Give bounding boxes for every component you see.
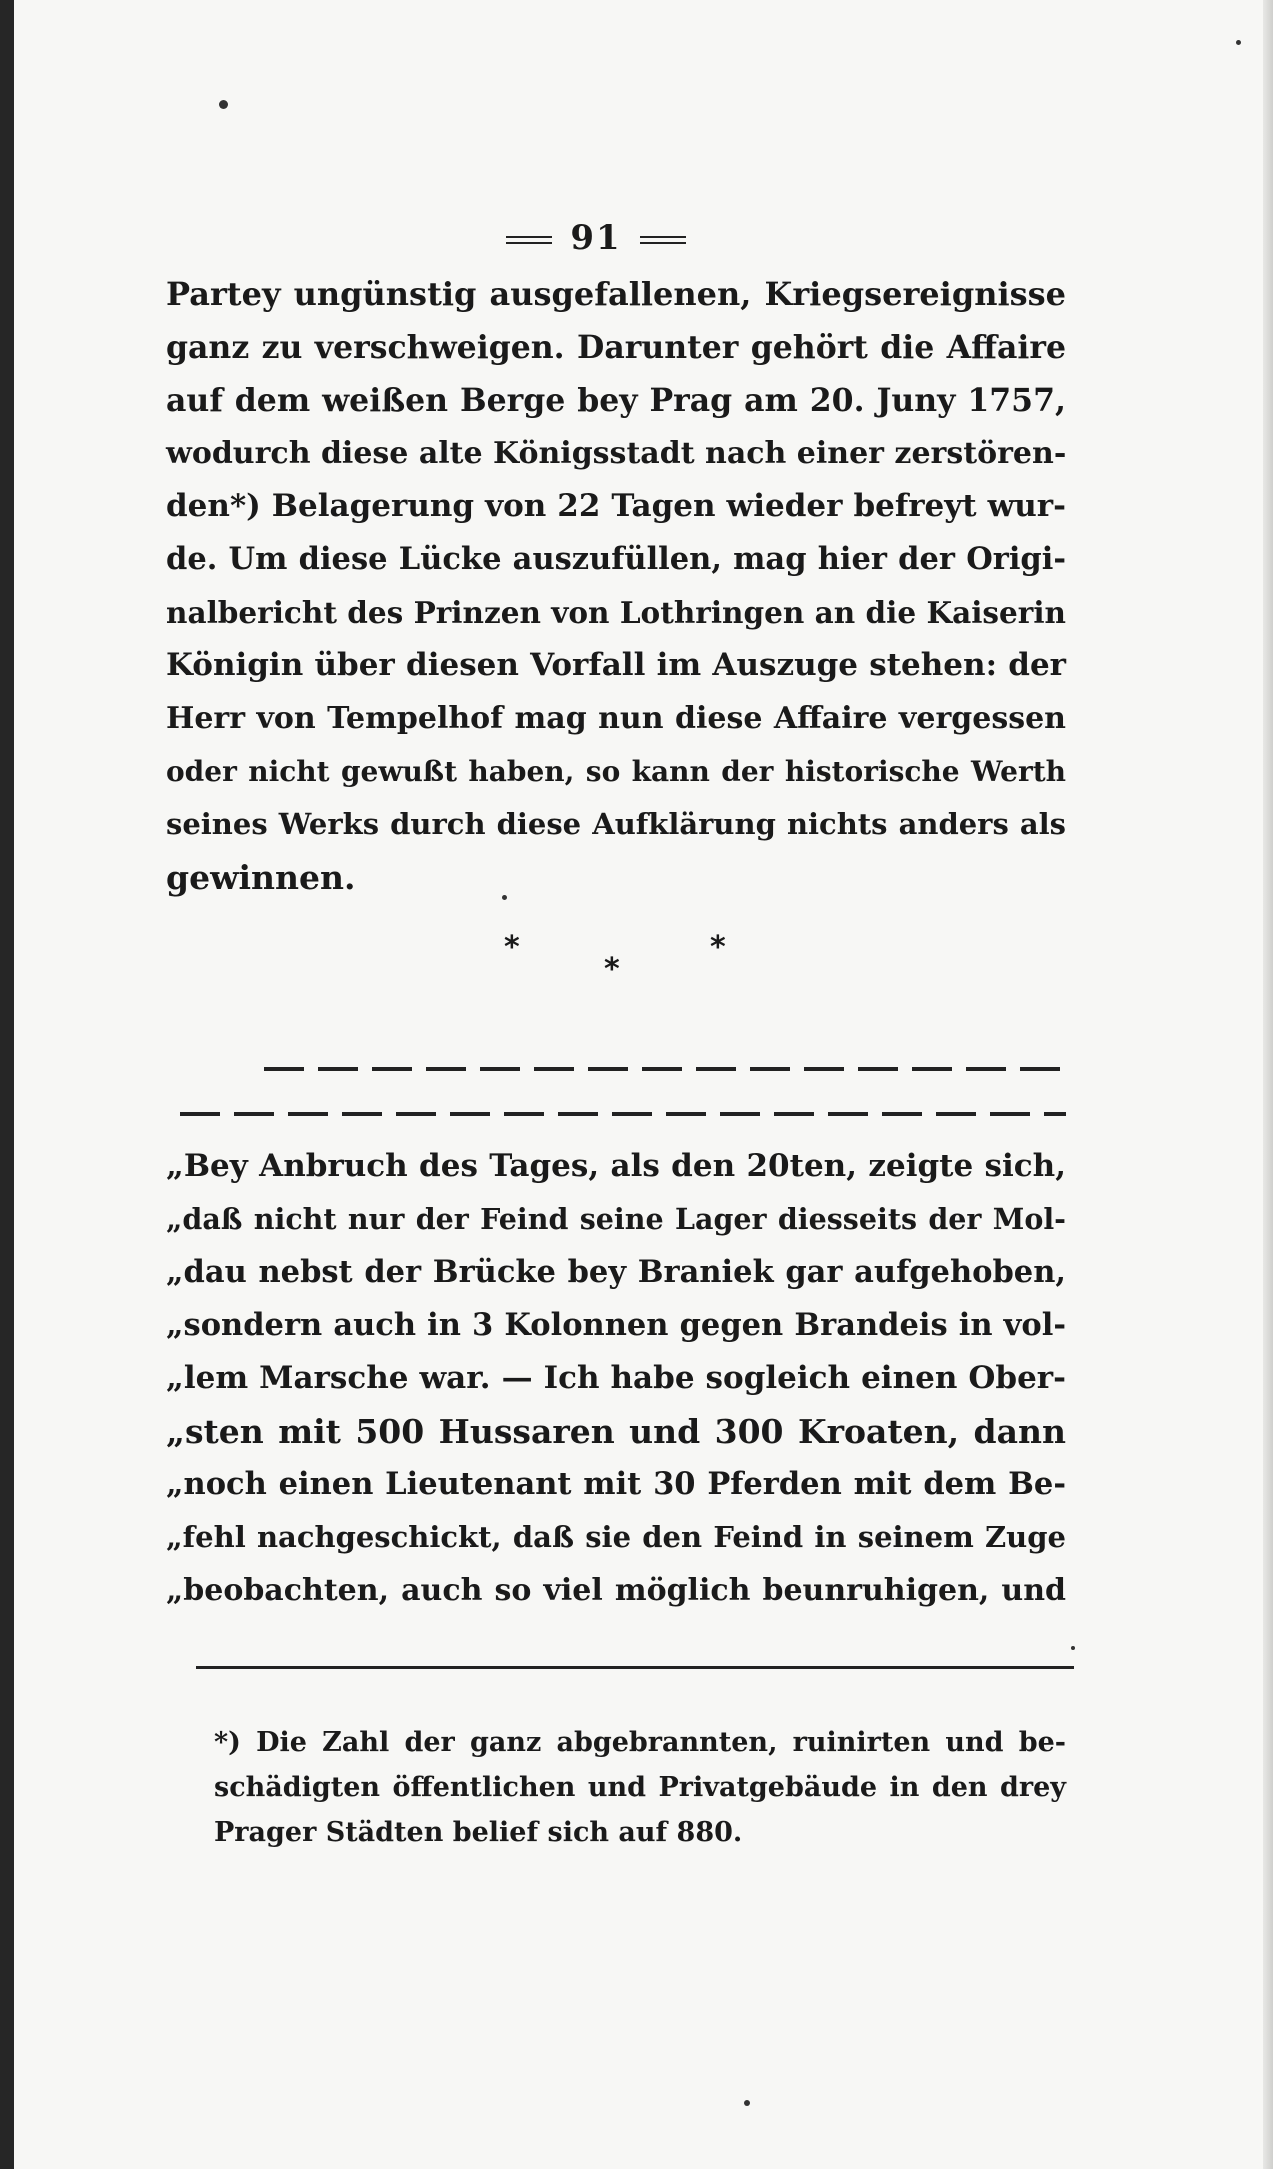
page-number: 91 xyxy=(570,218,622,258)
text-line: auf dem weißen Berge bey Prag am 20. Juny 1757, xyxy=(166,382,1066,419)
text-line: nalbericht des Prinzen von Lothringen an die Kaiserin xyxy=(166,595,1066,630)
text-line: de. Um diese Lücke auszufüllen, mag hier der Origi- xyxy=(166,541,1066,577)
footnote-rule xyxy=(196,1666,1074,1669)
print-speck xyxy=(1071,1646,1075,1650)
quote-line: „sten mit 500 Hussaren und 300 Kroaten, dann xyxy=(166,1412,1066,1451)
header-ornament-left xyxy=(506,236,552,244)
footnote-line: schädigten öffentlichen und Privatgebäude in den drey xyxy=(214,1772,1066,1803)
text-line: oder nicht gewußt haben, so kann der historische Werth xyxy=(166,755,1066,788)
text-line: wodurch diese alte Königsstadt nach einer zerstören- xyxy=(166,436,1067,471)
footnote xyxy=(214,1720,1066,1855)
asterisk-mark: * xyxy=(604,952,620,987)
text-line: ganz zu verschweigen. Darunter gehört die Affaire xyxy=(166,329,1066,366)
quote-line: „lem Marsche war. — Ich habe sogleich einen Ober- xyxy=(166,1360,1066,1396)
quote-line: „fehl nachgeschickt, daß sie den Feind in seinem Zuge xyxy=(166,1520,1066,1554)
print-speck xyxy=(1236,40,1241,45)
dashed-rule xyxy=(180,1112,1066,1116)
print-speck xyxy=(502,895,507,900)
text-line: seines Werks durch diese Aufklärung nichts anders als xyxy=(166,807,1066,841)
print-speck xyxy=(219,100,228,109)
quote-line: „sondern auch in 3 Kolonnen gegen Brandeis in vol- xyxy=(166,1307,1066,1343)
quote-line: „beobachten, auch so viel möglich beunruhigen, und xyxy=(166,1573,1066,1608)
page-header xyxy=(466,218,726,258)
asterisk-mark: * xyxy=(504,930,520,965)
footnote-line: *) Die Zahl der ganz abgebrannten, ruinirten und be- xyxy=(214,1727,1066,1758)
text-line: gewinnen. xyxy=(166,858,356,897)
asterisk-separator xyxy=(494,930,754,1000)
quote-line: „dau nebst der Brücke bey Braniek gar aufgehoben, xyxy=(166,1254,1066,1290)
quote-line: „noch einen Lieutenant mit 30 Pferden mit dem Be- xyxy=(166,1466,1066,1502)
quote-line: „daß nicht nur der Feind seine Lager diesseits der Mol- xyxy=(166,1202,1066,1236)
quoted-report xyxy=(166,1140,1066,1617)
text-line: Königin über diesen Vorfall im Auszuge stehen: der xyxy=(166,647,1066,683)
asterisk-mark: * xyxy=(710,930,726,965)
footnote-line: Prager Städten belief sich auf 880. xyxy=(214,1817,743,1848)
text-line: Herr von Tempelhof mag nun diese Affaire vergessen xyxy=(166,701,1066,736)
header-ornament-right xyxy=(640,236,686,244)
print-speck xyxy=(744,2100,750,2106)
quote-line: „Bey Anbruch des Tages, als den 20ten, zeigte sich, xyxy=(166,1148,1066,1184)
text-line: Partey ungünstig ausgefallenen, Kriegsereignisse xyxy=(166,275,1066,313)
main-paragraph xyxy=(166,268,1066,904)
text-line: den*) Belagerung von 22 Tagen wieder befreyt wur- xyxy=(166,488,1066,524)
dashed-rule xyxy=(264,1067,1064,1071)
